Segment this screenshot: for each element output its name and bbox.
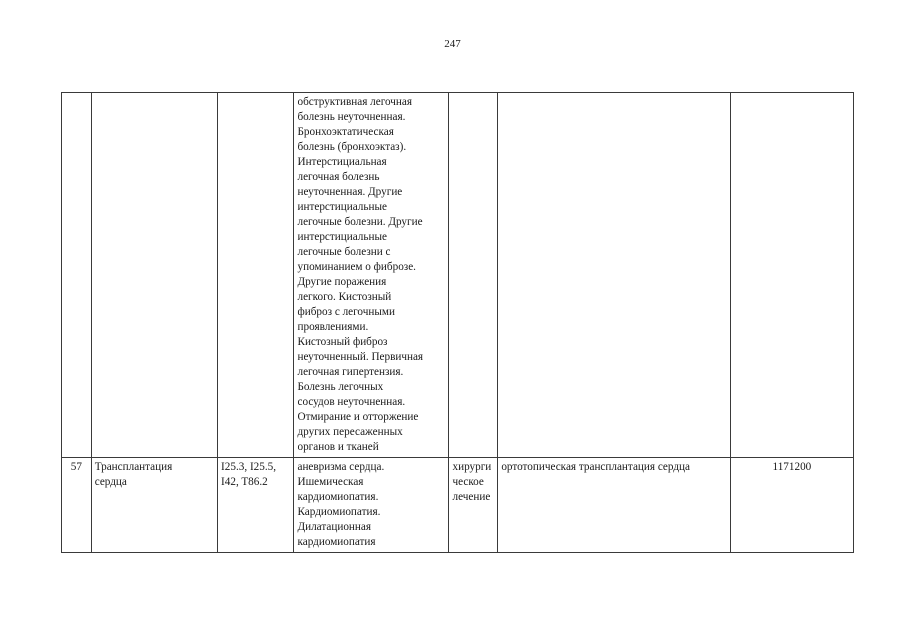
diagnosis-line: Дилатационная	[297, 521, 372, 533]
cell-method	[498, 93, 731, 458]
diagnosis-line: кардиомиопатия	[297, 536, 376, 548]
diagnosis-line: легочная болезнь	[297, 171, 380, 183]
codes-line: I25.3, I25.5,	[221, 461, 277, 473]
diagnosis-line: Ишемическая	[297, 476, 364, 488]
diagnosis-line: легочная гипертензия.	[297, 366, 404, 378]
diagnosis-line: интерстициальные	[297, 231, 387, 243]
diagnosis-line: Интерстициальная	[297, 156, 387, 168]
cell-diagnosis	[294, 93, 449, 458]
cell-treatment-type	[449, 93, 498, 458]
cell-treatment-type	[449, 458, 498, 553]
table-row-57	[62, 458, 854, 553]
cell-name	[91, 458, 217, 553]
diagnosis-line: болезнь неуточненная.	[297, 111, 406, 123]
diagnosis-line: интерстициальные	[297, 201, 387, 213]
diagnosis-line: проявлениями.	[297, 321, 369, 333]
diagnosis-line: легочные болезни. Другие	[297, 216, 423, 228]
diagnosis-line: Кардиомиопатия.	[297, 506, 381, 518]
diagnosis-line: аневризма сердца.	[297, 461, 385, 473]
diagnosis-line: неуточненная. Другие	[297, 186, 403, 198]
diagnosis-line: фиброз с легочными	[297, 306, 395, 318]
diagnosis-line: легочные болезни с	[297, 246, 391, 258]
diagnosis-line: Кистозный фиброз	[297, 336, 388, 348]
name-line: сердца	[94, 476, 127, 488]
diagnosis-line: Отмирание и отторжение	[297, 411, 419, 423]
treatment-type-line: хирурги	[452, 461, 492, 473]
diagnosis-line: Другие поражения	[297, 276, 387, 288]
codes-line: I42, T86.2	[221, 476, 268, 488]
diagnosis-line: органов и тканей	[297, 441, 379, 453]
cell-price	[730, 93, 853, 458]
cell-number	[62, 93, 92, 458]
diagnosis-line: Болезнь легочных	[297, 381, 384, 393]
diagnosis-line: Бронхоэктатическая	[297, 126, 394, 138]
treatment-type-line: ческое	[452, 476, 484, 488]
cell-diagnosis	[294, 458, 449, 553]
diagnosis-line: упоминанием о фиброзе.	[297, 261, 416, 273]
diagnosis-line: сосудов неуточненная.	[297, 396, 406, 408]
diagnosis-line: других пересаженных	[297, 426, 403, 438]
cell-codes	[218, 458, 294, 553]
name-line: Трансплантация	[94, 461, 173, 473]
diagnosis-line: болезнь (бронхоэктаз).	[297, 141, 407, 153]
diagnosis-line: обструктивная легочная	[297, 96, 413, 108]
cell-number: 57	[62, 458, 92, 553]
treatment-type-line: лечение	[452, 491, 491, 503]
cell-codes	[218, 93, 294, 458]
diagnosis-line: легкого. Кистозный	[297, 291, 392, 303]
page-number: 247	[444, 38, 461, 50]
medical-care-table	[61, 92, 854, 553]
table-row-continuation	[62, 93, 854, 458]
diagnosis-line: кардиомиопатия.	[297, 491, 379, 503]
diagnosis-line: неуточненный. Первичная	[297, 351, 424, 363]
cell-name	[91, 93, 217, 458]
cell-price: 1171200	[730, 458, 853, 553]
cell-method: ортотопическая трансплантация сердца	[498, 458, 731, 553]
